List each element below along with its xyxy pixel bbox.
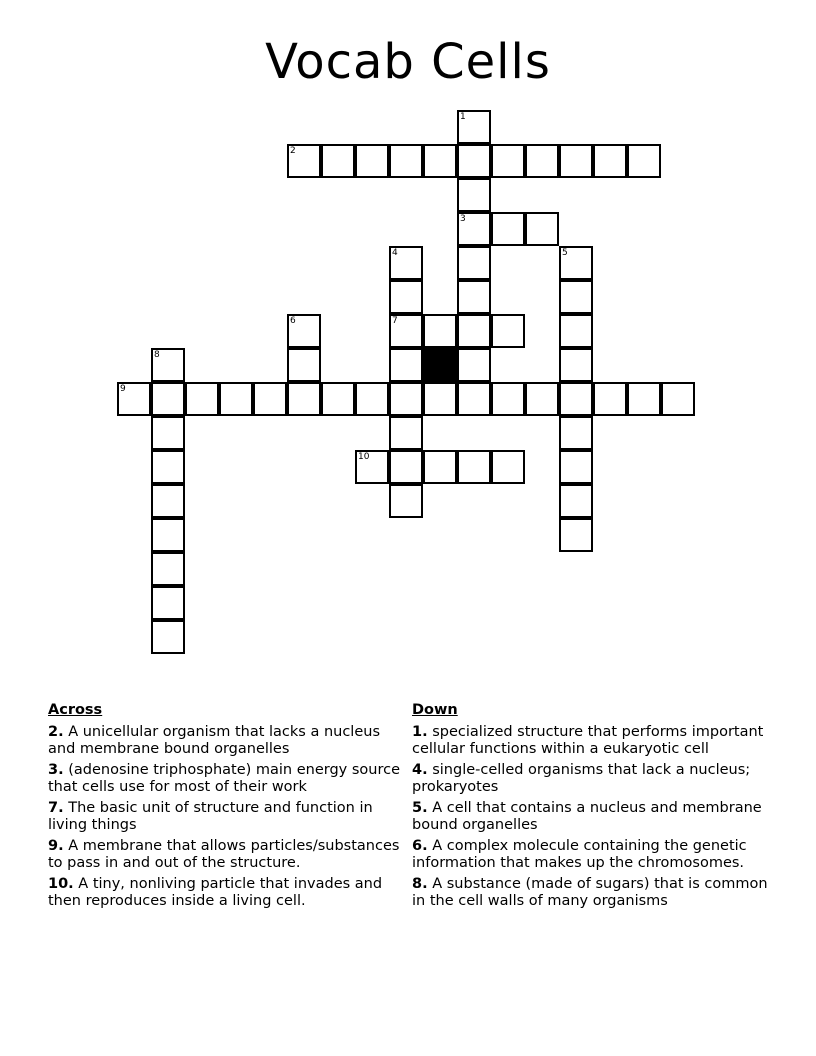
grid-cell[interactable] [559, 450, 593, 484]
grid-cell[interactable] [389, 144, 423, 178]
clue-number: 8. [412, 876, 428, 892]
grid-cell[interactable] [389, 348, 423, 382]
grid-cell[interactable] [457, 314, 491, 348]
grid-cell[interactable] [151, 518, 185, 552]
grid-cell[interactable] [151, 416, 185, 450]
clue-text: specialized structure that performs important cellular functions within a eukaryotic cell [412, 724, 764, 757]
grid-cell[interactable] [525, 212, 559, 246]
grid-cell[interactable] [253, 382, 287, 416]
down-clue [412, 876, 782, 910]
clue-number: 1. [412, 724, 428, 740]
grid-cell[interactable] [423, 450, 457, 484]
grid-cell[interactable] [389, 280, 423, 314]
clue-number: 7 [392, 316, 398, 326]
across-clue [48, 724, 408, 758]
down-clue [412, 838, 782, 872]
grid-cell[interactable] [151, 586, 185, 620]
grid-cell[interactable] [559, 314, 593, 348]
grid-cell[interactable] [389, 416, 423, 450]
clue-number: 7. [48, 800, 64, 816]
grid-cell[interactable] [457, 144, 491, 178]
grid-cell[interactable] [593, 382, 627, 416]
down-clue [412, 724, 782, 758]
clue-number: 5. [412, 800, 428, 816]
grid-cell[interactable] [423, 382, 457, 416]
clue-number: 5 [562, 248, 568, 258]
grid-cell[interactable] [457, 382, 491, 416]
grid-cell[interactable] [151, 450, 185, 484]
grid-cell[interactable] [491, 144, 525, 178]
grid-cell[interactable] [287, 382, 321, 416]
grid-cell[interactable] [559, 484, 593, 518]
black-cell [423, 348, 457, 382]
grid-cell[interactable] [525, 144, 559, 178]
clue-number: 2 [290, 146, 296, 156]
clue-number: 3 [460, 214, 466, 224]
grid-cell[interactable] [525, 382, 559, 416]
grid-cell[interactable] [627, 144, 661, 178]
clue-number: 6. [412, 838, 428, 854]
grid-cell[interactable] [559, 348, 593, 382]
down-clue [412, 800, 782, 834]
clue-number: 2. [48, 724, 64, 740]
grid-cell[interactable] [321, 144, 355, 178]
clue-number: 9 [120, 384, 126, 394]
grid-cell[interactable] [559, 144, 593, 178]
grid-cell[interactable] [151, 620, 185, 654]
grid-cell[interactable] [355, 382, 389, 416]
grid-cell[interactable] [151, 552, 185, 586]
clue-number: 9. [48, 838, 64, 854]
grid-cell[interactable] [627, 382, 661, 416]
grid-cell[interactable] [423, 144, 457, 178]
grid-cell[interactable] [389, 450, 423, 484]
clue-number: 6 [290, 316, 296, 326]
grid-cell[interactable] [457, 348, 491, 382]
grid-cell[interactable] [423, 314, 457, 348]
grid-cell[interactable] [559, 518, 593, 552]
clue-number: 1 [460, 112, 466, 122]
clue-number: 3. [48, 762, 64, 778]
down-clue [412, 762, 782, 796]
down-heading: Down [412, 702, 458, 718]
grid-cell[interactable] [661, 382, 695, 416]
grid-cell[interactable] [491, 450, 525, 484]
grid-cell[interactable] [559, 382, 593, 416]
clue-number: 8 [154, 350, 160, 360]
grid-cell[interactable] [457, 178, 491, 212]
grid-cell[interactable] [457, 246, 491, 280]
clue-text: A membrane that allows particles/substances to pass in and out of the structure. [48, 838, 400, 871]
clue-number: 4. [412, 762, 428, 778]
grid-cell[interactable] [219, 382, 253, 416]
across-clue [48, 876, 408, 910]
grid-cell[interactable] [559, 280, 593, 314]
grid-cell[interactable] [491, 314, 525, 348]
clue-number: 10. [48, 876, 74, 892]
grid-cell[interactable] [355, 144, 389, 178]
grid-cell[interactable] [389, 382, 423, 416]
grid-cell[interactable] [491, 382, 525, 416]
clue-text: (adenosine triphosphate) main energy source that cells use for most of their work [48, 762, 401, 795]
grid-cell[interactable] [593, 144, 627, 178]
across-clues [48, 702, 408, 914]
clue-text: A unicellular organism that lacks a nucleus and membrane bound organelles [48, 724, 380, 757]
grid-cell[interactable] [457, 280, 491, 314]
clue-number: 4 [392, 248, 398, 258]
grid-cell[interactable] [491, 212, 525, 246]
across-clue [48, 800, 408, 834]
grid-cell[interactable] [287, 348, 321, 382]
clue-number: 10 [358, 452, 370, 462]
clue-text: A cell that contains a nucleus and membrane bound organelles [412, 800, 762, 833]
page-title: Vocab Cells [265, 34, 551, 90]
clue-text: single-celled organisms that lack a nucleus; prokaryotes [412, 762, 751, 795]
clue-text: A complex molecule containing the genetic information that makes up the chromosomes. [412, 838, 747, 871]
across-clue [48, 838, 408, 872]
grid-cell[interactable] [389, 484, 423, 518]
grid-cell[interactable] [185, 382, 219, 416]
grid-cell[interactable] [559, 416, 593, 450]
clue-text: A tiny, nonliving particle that invades and then reproduces inside a living cell. [48, 876, 383, 909]
down-clues [412, 702, 782, 914]
across-heading: Across [48, 702, 103, 718]
clue-text: A substance (made of sugars) that is common in the cell walls of many organisms [412, 876, 768, 909]
grid-cell[interactable] [151, 484, 185, 518]
grid-cell[interactable] [457, 450, 491, 484]
across-clue [48, 762, 408, 796]
clue-text: The basic unit of structure and function in living things [48, 800, 373, 833]
grid-cell[interactable] [321, 382, 355, 416]
grid-cell[interactable] [151, 382, 185, 416]
